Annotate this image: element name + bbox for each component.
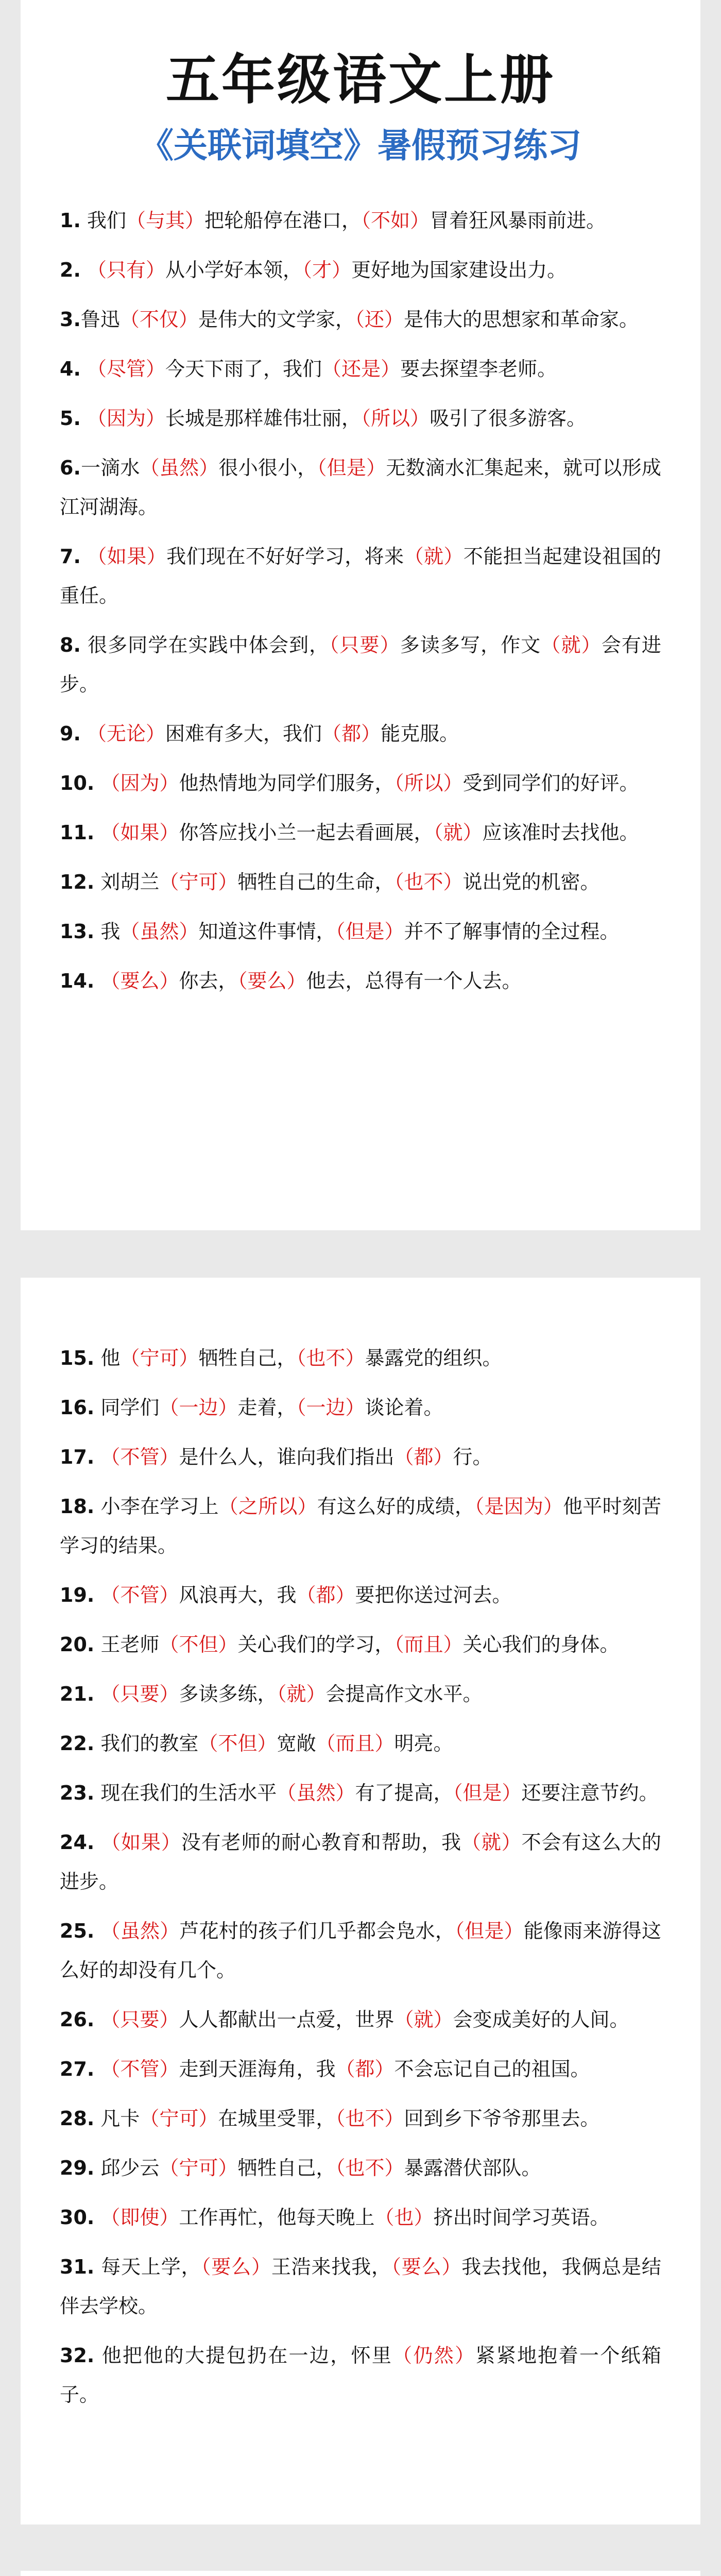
item-number: 28.: [60, 2107, 95, 2130]
item-number: 4.: [60, 358, 81, 380]
item-number: 32.: [60, 2344, 95, 2367]
answer-conjunction: （一边）: [296, 1396, 365, 1419]
answer-conjunction: （如果）: [101, 1831, 181, 1854]
worksheet-page-1: [21, 0, 700, 1230]
item-text: 冒着狂风暴雨前进。: [430, 209, 606, 232]
item-text: 他平时刻苦学习的结果。: [60, 1495, 661, 1557]
answer-word: 要么: [120, 970, 160, 992]
exercise-list: [60, 2571, 661, 2576]
item-number: 1.: [60, 209, 81, 232]
item-number: 27.: [60, 2058, 95, 2080]
item-text: [81, 722, 87, 745]
answer-conjunction: （要么）: [237, 970, 306, 992]
answer-word: 也不: [306, 1347, 346, 1369]
item-text: 行。: [453, 1446, 492, 1468]
item-number: 8.: [60, 634, 81, 656]
answer-conjunction: （就）: [404, 545, 464, 568]
item-text: 知道这件事情，: [198, 920, 336, 943]
item-number: 10.: [60, 772, 95, 794]
answer-conjunction: （就）: [541, 634, 602, 656]
answer-conjunction: （宁可）: [140, 2107, 218, 2130]
exercise-item: [60, 250, 661, 290]
answer-word: 还是: [341, 358, 381, 380]
exercise-item: [60, 714, 661, 753]
answer-conjunction: （只有）: [87, 259, 166, 281]
item-text: [94, 1584, 100, 1606]
item-number: 22.: [60, 1732, 95, 1755]
item-text: 我们的教室: [94, 1732, 199, 1755]
item-text: 牺牲自己的生命，: [237, 871, 394, 893]
answer-conjunction: （宁可）: [159, 871, 238, 893]
answer-conjunction: （也不）: [335, 2107, 404, 2130]
answer-word: 如果: [107, 545, 147, 568]
answer-word: 但是: [345, 920, 385, 943]
item-number: 21.: [60, 1683, 95, 1705]
item-text: 紧紧地抱着一个纸箱子。: [60, 2344, 661, 2406]
item-number: 9.: [60, 722, 81, 745]
item-text: [94, 772, 100, 794]
item-text: 长城是那样雄伟壮丽，: [165, 407, 362, 430]
answer-conjunction: （才）: [302, 259, 352, 281]
exercise-item: [60, 862, 661, 902]
answer-conjunction: （一边）: [159, 1396, 238, 1419]
answer-word: 因为: [107, 407, 146, 430]
answer-conjunction: （虽然）: [100, 1920, 180, 1942]
answer-word: 因为: [120, 772, 160, 794]
answer-word: 都: [414, 1446, 434, 1468]
item-text: 现在我们的生活水平: [94, 1782, 277, 1804]
answer-word: 就: [561, 634, 581, 656]
answer-conjunction: （之所以）: [218, 1495, 317, 1518]
exercise-item: [60, 1773, 661, 1812]
answer-word: 不但: [179, 1633, 218, 1656]
answer-conjunction: （就）: [277, 1683, 326, 1705]
item-text: 是伟大的文学家，: [198, 308, 355, 331]
answer-word: 宁可: [140, 1347, 179, 1369]
answer-conjunction: （虽然）: [140, 456, 219, 479]
answer-word: 之所以: [238, 1495, 298, 1518]
worksheet-page-3: [21, 2571, 700, 2576]
item-text: 要去探望李老师。: [400, 358, 557, 380]
exercise-item: [60, 2148, 661, 2188]
answer-conjunction: （宁可）: [159, 2157, 238, 2179]
answer-conjunction: （如果）: [100, 821, 179, 844]
answer-word: 不管: [120, 1584, 160, 1606]
answer-conjunction: （但是）: [317, 456, 386, 479]
answer-word: 只要: [339, 634, 380, 656]
answer-conjunction: （而且）: [394, 1633, 463, 1656]
exercise-item: [60, 1674, 661, 1714]
answer-conjunction: （所以）: [361, 407, 430, 430]
answer-word: 要么: [401, 2256, 442, 2278]
answer-conjunction: （也）: [374, 2206, 434, 2229]
item-text: 每天上学，: [94, 2256, 201, 2278]
answer-conjunction: （即使）: [100, 2206, 179, 2229]
exercise-item: [60, 625, 661, 704]
answer-word: 还: [364, 308, 384, 331]
item-text: 关心我们的学习，: [237, 1633, 394, 1656]
item-text: 我去找他，我俩总是结伴去学校。: [60, 2256, 661, 2317]
exercise-item: [60, 2247, 661, 2326]
answer-conjunction: （要么）: [201, 2256, 271, 2278]
item-text: 多读多练，: [179, 1683, 277, 1705]
item-text: 谈论着。: [365, 1396, 443, 1419]
item-number: 30.: [60, 2206, 95, 2229]
answer-word: 宁可: [179, 871, 218, 893]
item-text: 吸引了很多游客。: [430, 407, 587, 430]
answer-word: 虽然: [296, 1782, 336, 1804]
answer-word: 只有: [107, 259, 146, 281]
item-text: 你去，: [179, 970, 238, 992]
answer-conjunction: （不但）: [159, 1633, 238, 1656]
answer-word: 也不: [345, 2107, 385, 2130]
item-text: 他把他的大提包扔在一边，怀里: [94, 2344, 393, 2367]
item-text: 今天下雨了，我们: [165, 358, 322, 380]
item-text: 我: [94, 920, 121, 943]
item-text: 工作再忙，他每天晚上: [179, 2206, 375, 2229]
answer-word: 不管: [120, 1446, 160, 1468]
answer-conjunction: （就）: [433, 821, 483, 844]
answer-word: 只要: [120, 2008, 160, 2031]
answer-conjunction: （都）: [335, 2058, 394, 2080]
item-text: [94, 1831, 101, 1854]
answer-word: 尽管: [107, 358, 146, 380]
answer-word: 但是: [462, 1782, 502, 1804]
item-text: 挤出时间学习英语。: [433, 2206, 610, 2229]
exercise-item: [60, 2000, 661, 2039]
answer-word: 也: [394, 2206, 414, 2229]
item-text: 刘胡兰: [94, 871, 160, 893]
answer-word: 一边: [306, 1396, 346, 1419]
exercise-item: [60, 813, 661, 852]
answer-word: 但是: [465, 1920, 504, 1942]
item-text: 不会忘记自己的祖国。: [394, 2058, 590, 2080]
answer-word: 仍然: [413, 2344, 455, 2367]
exercise-item: [60, 1625, 661, 1664]
answer-conjunction: （还是）: [322, 358, 401, 380]
item-text: 会有进步。: [60, 634, 661, 696]
item-text: [94, 2206, 100, 2229]
item-number: 11.: [60, 821, 95, 844]
answer-word: 就: [424, 545, 444, 568]
item-text: 很小很小，: [218, 456, 317, 479]
item-number: 19.: [60, 1584, 95, 1606]
item-text: 风浪再大，我: [179, 1584, 297, 1606]
item-text: 牺牲自己，: [198, 1347, 297, 1369]
answer-word: 就: [286, 1683, 306, 1705]
exercise-item: [60, 300, 661, 339]
answer-conjunction: （都）: [296, 1584, 355, 1606]
item-number: 23.: [60, 1782, 95, 1804]
answer-conjunction: （不管）: [100, 1584, 179, 1606]
exercise-list: [60, 1278, 661, 2414]
answer-word: 宁可: [179, 2157, 218, 2179]
answer-conjunction: （都）: [394, 1446, 453, 1468]
answer-conjunction: （但是）: [335, 920, 404, 943]
exercise-item: [60, 2049, 661, 2089]
exercise-item: [60, 399, 661, 438]
item-text: [94, 1446, 100, 1468]
item-text: 明亮。: [394, 1732, 453, 1755]
item-text: 暴露党的组织。: [365, 1347, 502, 1369]
document-title: 五年级语文上册: [165, 48, 555, 111]
item-number: 12.: [60, 871, 95, 893]
item-text: 小李在学习上: [94, 1495, 219, 1518]
exercise-item: [60, 1823, 661, 1901]
answer-word: 才: [312, 259, 332, 281]
answer-conjunction: （也不）: [394, 871, 463, 893]
item-text: 是什么人，谁向我们指出: [179, 1446, 394, 1468]
item-number: 7.: [60, 545, 81, 568]
answer-conjunction: （因为）: [100, 772, 179, 794]
answer-conjunction: （如果）: [87, 545, 167, 568]
answer-word: 就: [481, 1831, 502, 1854]
answer-word: 无论: [107, 722, 146, 745]
item-text: 要把你送过河去。: [355, 1584, 512, 1606]
answer-word: 不管: [120, 2058, 160, 2080]
item-text: 没有老师的耐心教育和帮助，我: [181, 1831, 462, 1854]
item-text: 我们现在不好好学习，将来: [166, 545, 404, 568]
answer-word: 要么: [247, 970, 287, 992]
answer-conjunction: （尽管）: [87, 358, 166, 380]
answer-conjunction: （无论）: [87, 722, 166, 745]
answer-conjunction: （所以）: [394, 772, 463, 794]
item-number: 16.: [60, 1396, 95, 1419]
answer-word: 宁可: [159, 2107, 199, 2130]
item-text: [94, 970, 100, 992]
item-text: 一滴水: [80, 456, 140, 479]
answer-word: 所以: [371, 407, 410, 430]
item-text: 无数滴水汇集起来，就可以形成江河湖海。: [60, 456, 661, 518]
answer-conjunction: （只要）: [100, 1683, 179, 1705]
item-text: 会变成美好的人间。: [453, 2008, 629, 2031]
item-text: 你答应找小兰一起去看画展，: [179, 821, 434, 844]
item-text: 不能担当起建设祖国的重任。: [60, 545, 661, 607]
document-subtitle: 《关联词填空》暑假预习练习: [140, 126, 581, 165]
answer-conjunction: （也不）: [335, 2157, 404, 2179]
item-number: 17.: [60, 1446, 95, 1468]
answer-conjunction: （还）: [354, 308, 404, 331]
answer-word: 即使: [120, 2206, 160, 2229]
item-text: 同学们: [94, 1396, 160, 1419]
item-text: 很多同学在实践中体会到，: [80, 634, 330, 656]
answer-conjunction: （只要）: [329, 634, 400, 656]
item-number: 25.: [60, 1920, 95, 1942]
item-number: 29.: [60, 2157, 95, 2179]
exercise-item: [60, 349, 661, 388]
item-text: 多读多写，作文: [400, 634, 541, 656]
answer-conjunction: （而且）: [316, 1732, 394, 1755]
answer-word: 虽然: [140, 920, 179, 943]
exercise-item: [60, 2099, 661, 2138]
answer-word: 但是: [327, 456, 367, 479]
exercise-item: [60, 1338, 661, 1378]
item-text: [81, 259, 87, 281]
item-text: 不会有这么大的进步。: [60, 1831, 661, 1893]
item-text: [94, 1920, 100, 1942]
item-text: 会提高作文水平。: [325, 1683, 483, 1705]
exercise-item: [60, 1724, 661, 1763]
item-text: [81, 358, 87, 380]
answer-word: 是因为: [484, 1495, 544, 1518]
answer-conjunction: （不管）: [100, 2058, 179, 2080]
item-text: 有这么好的成绩，: [317, 1495, 475, 1518]
answer-conjunction: （要么）: [100, 970, 179, 992]
answer-conjunction: （都）: [322, 722, 381, 745]
item-text: 说出党的机密。: [462, 871, 600, 893]
answer-conjunction: （是因为）: [474, 1495, 563, 1518]
item-text: 宽敞: [277, 1732, 316, 1755]
item-number: 15.: [60, 1347, 95, 1369]
item-text: 他: [94, 1347, 121, 1369]
item-text: [81, 407, 87, 430]
answer-conjunction: （要么）: [391, 2256, 462, 2278]
item-number: 31.: [60, 2256, 95, 2278]
answer-word: 而且: [335, 1732, 375, 1755]
item-text: 走着，: [237, 1396, 297, 1419]
answer-word: 都: [316, 1584, 336, 1606]
item-text: 走到天涯海角，我: [179, 2058, 336, 2080]
answer-conjunction: （不如）: [361, 209, 430, 232]
answer-word: 不如: [371, 209, 410, 232]
item-text: 更好地为国家建设出力。: [351, 259, 567, 281]
answer-word: 就: [414, 2008, 434, 2031]
answer-conjunction: （不管）: [100, 1446, 179, 1468]
item-number: 20.: [60, 1633, 95, 1656]
item-text: 从小学好本领，: [165, 259, 303, 281]
answer-word: 如果: [121, 1831, 161, 1854]
answer-word: 一边: [179, 1396, 218, 1419]
answer-word: 也不: [404, 871, 443, 893]
item-text: 他热情地为同学们服务，: [179, 772, 394, 794]
answer-conjunction: （也不）: [296, 1347, 365, 1369]
answer-conjunction: （但是）: [453, 1782, 522, 1804]
item-text: 有了提高，: [355, 1782, 453, 1804]
item-number: 24.: [60, 1831, 95, 1854]
answer-conjunction: （只要）: [100, 2008, 179, 2031]
exercise-item: [60, 1437, 661, 1477]
item-text: [94, 1683, 100, 1705]
answer-word: 如果: [120, 821, 160, 844]
item-text: 关心我们的身体。: [462, 1633, 620, 1656]
exercise-item: [60, 2336, 661, 2414]
item-text: 王老师: [94, 1633, 160, 1656]
answer-word: 所以: [404, 772, 443, 794]
item-number: 2.: [60, 259, 81, 281]
item-text: 人人都献出一点爱，世界: [179, 2008, 394, 2031]
item-text: [94, 2058, 100, 2080]
answer-word: 而且: [404, 1633, 443, 1656]
worksheet-page-2: [21, 1278, 700, 2524]
item-text: 困难有多大，我们: [165, 722, 322, 745]
answer-conjunction: （虽然）: [120, 920, 199, 943]
item-text: 我们: [80, 209, 126, 232]
answer-word: 与其: [146, 209, 185, 232]
answer-word: 都: [341, 722, 362, 745]
answer-conjunction: （与其）: [126, 209, 205, 232]
item-text: 是伟大的思想家和革命家。: [404, 308, 639, 331]
answer-conjunction: （就）: [461, 1831, 522, 1854]
item-text: 邱少云: [94, 2157, 160, 2179]
exercise-item: [60, 961, 661, 1001]
answer-conjunction: （不但）: [198, 1732, 277, 1755]
exercise-item: [60, 1487, 661, 1565]
item-text: 鲁迅: [80, 308, 120, 331]
item-text: 在城里受罪，: [218, 2107, 336, 2130]
answer-word: 虽然: [120, 1920, 160, 1942]
item-text: 回到乡下爷爷那里去。: [404, 2107, 600, 2130]
item-text: 暴露潜伏部队。: [404, 2157, 541, 2179]
exercise-item: [60, 448, 661, 527]
answer-word: 只要: [120, 1683, 160, 1705]
item-text: 能克服。: [381, 722, 459, 745]
answer-conjunction: （宁可）: [120, 1347, 199, 1369]
exercise-item: [60, 1388, 661, 1427]
item-number: 3.: [60, 308, 81, 331]
item-number: 6.: [60, 456, 81, 479]
exercise-item: [60, 537, 661, 615]
item-text: 还要注意节约。: [521, 1782, 659, 1804]
exercise-item: [60, 764, 661, 803]
item-text: 他去，总得有一个人去。: [306, 970, 522, 992]
item-text: 凡卡: [94, 2107, 140, 2130]
item-text: 把轮船停在港口，: [204, 209, 362, 232]
item-text: 能像雨来游得这么好的却没有几个。: [60, 1920, 661, 1981]
item-number: 5.: [60, 407, 81, 430]
item-text: [81, 545, 88, 568]
item-number: 18.: [60, 1495, 95, 1518]
item-text: 受到同学们的好评。: [462, 772, 639, 794]
item-text: 王浩来找我，: [271, 2256, 391, 2278]
item-text: 牺牲自己，: [237, 2157, 336, 2179]
answer-word: 虽然: [159, 456, 199, 479]
answer-word: 要么: [211, 2256, 251, 2278]
answer-word: 就: [443, 821, 463, 844]
exercise-item: [60, 1575, 661, 1615]
item-text: 并不了解事情的全过程。: [404, 920, 620, 943]
exercise-item: [60, 1911, 661, 1990]
exercise-item: [60, 912, 661, 951]
exercise-item: [60, 2198, 661, 2237]
answer-word: 不但: [218, 1732, 258, 1755]
item-number: 13.: [60, 920, 95, 943]
answer-word: 都: [355, 2058, 375, 2080]
item-text: 应该准时去找他。: [482, 821, 639, 844]
item-number: 14.: [60, 970, 95, 992]
answer-conjunction: （仍然）: [392, 2344, 476, 2367]
answer-conjunction: （不仅）: [119, 308, 198, 331]
item-number: 26.: [60, 2008, 95, 2031]
exercise-list: [60, 201, 661, 1001]
exercise-item: [60, 201, 661, 240]
answer-conjunction: （但是）: [455, 1920, 524, 1942]
item-text: [94, 2008, 100, 2031]
answer-word: 也不: [345, 2157, 385, 2179]
answer-conjunction: （虽然）: [277, 1782, 355, 1804]
answer-word: 不仅: [139, 308, 179, 331]
item-text: [94, 821, 100, 844]
item-text: 芦花村的孩子们几乎都会凫水，: [179, 1920, 455, 1942]
answer-conjunction: （因为）: [87, 407, 166, 430]
answer-conjunction: （就）: [394, 2008, 453, 2031]
